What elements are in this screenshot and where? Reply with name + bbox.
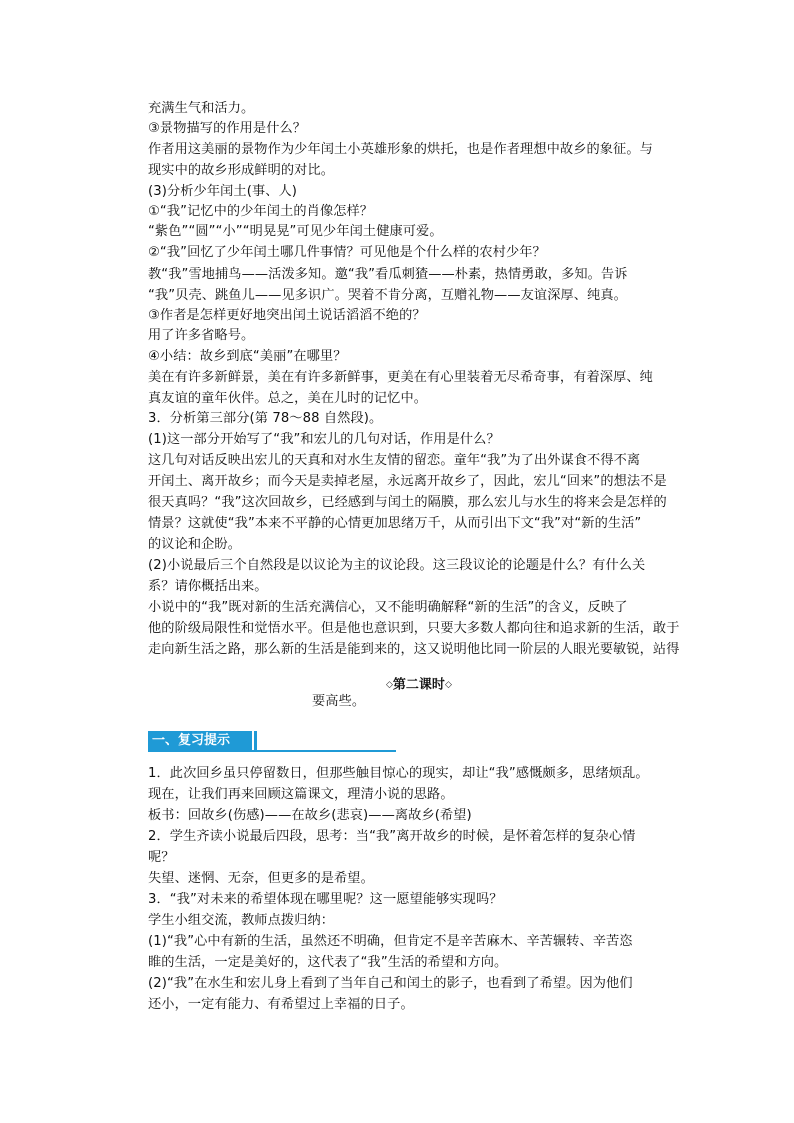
text-line: 作者用这美丽的景物作为少年闰土小英雄形象的烘托，也是作者理想中故乡的象征。与 [148,142,653,157]
text-line: 充满生气和活力。 [148,101,255,116]
text-line: 用了许多省略号。 [148,328,255,343]
lesson-title-text: 第二课时 [392,677,445,693]
text-line: 睢的生活，一定是美好的，这代表了“我”生活的希望和方向。 [148,955,508,970]
text-line: 系？请你概括出来。 [148,579,268,594]
text-line: 3．“我”对未来的希望体现在哪里呢？这一愿望能够实现吗？ [148,892,503,907]
text-line: 要高些。 [312,694,366,709]
text-line: 还小，一定有能力、有希望过上幸福的日子。 [148,997,414,1012]
text-line: (1)“我”心中有新的生活，虽然还不明确，但肯定不是辛苦麻木、辛苦辗转、辛苦恣 [148,934,633,949]
text-line: 现在，让我们再来回顾这篇课文，理清小说的思路。 [148,787,454,802]
text-line: (3)分析少年闰土(事、人) [148,184,298,199]
text-line: “我”贝壳、跳鱼儿——见多识广。哭着不肯分离，互赠礼物——友谊深厚、纯真。 [148,288,627,303]
text-line: 呢？ [148,850,175,865]
lesson-title [386,676,452,695]
text-line: ③作者是怎样更好地突出闰土说话滔滔不绝的？ [148,308,426,323]
text-line: 板书：回故乡(伤感)——在故乡(悲哀)——离故乡(希望) [148,808,472,823]
text-line: 美在有许多新鲜景，美在有许多新鲜事，更美在有心里装着无尽希奇事，有着深厚、纯 [148,370,653,385]
heading-bar-accent [254,731,257,750]
text-line: ③景物描写的作用是什么？ [148,121,307,136]
text-line: 1．此次回乡虽只停留数日，但那些触目惊心的现实，却让“我”感慨颇多，思绪烦乱。 [148,766,649,781]
heading-underline [148,750,396,752]
text-line: 现实中的故乡形成鲜明的对比。 [148,163,335,178]
text-line: (2)小说最后三个自然段是以议论为主的议论段。这三段议论的论题是什么？有什么关 [148,558,646,573]
text-line: ①“我”记忆中的少年闰土的肖像怎样？ [148,204,374,219]
text-line: 的议论和企盼。 [148,537,242,552]
text-line: (2)“我”在水生和宏儿身上看到了当年自己和闰土的影子，也看到了希望。因为他们 [148,976,633,991]
text-line: 2．学生齐读小说最后四段，思考：当“我”离开故乡的时候，是怀着怎样的复杂心情 [148,829,636,844]
text-line: ④小结：故乡到底“美丽”在哪里？ [148,349,347,364]
text-line: 失望、迷惘、无奈，但更多的是希望。 [148,871,374,886]
text-line: 情景？这就使“我”本来不平静的心情更加思绪万千，从而引出下文“我”对“新的生活” [148,516,642,531]
text-line: 真友谊的童年伙伴。总之，美在儿时的记忆中。 [148,391,428,406]
ornament-icon: ◇ [386,680,393,690]
text-line: 他的阶级局限性和觉悟水平。但是他也意识到，只要大多数人都向往和追求新的生活，敢于 [148,621,680,636]
text-line: 这几句对话反映出宏儿的天真和对水生友情的留恋。童年“我”为了出外谋食不得不离 [148,453,641,468]
text-line: 教“我”雪地捕鸟——活泼多知。邀“我”看瓜刺猹——朴素，热情勇敢，多知。告诉 [148,267,628,282]
text-line: 学生小组交流，教师点拨归纳： [148,913,335,928]
text-line: (1)这一部分开始写了“我”和宏儿的几句对话，作用是什么？ [148,432,500,447]
ornament-icon: ◇ [444,680,452,690]
text-line: 开闰土、离开故乡；而今天是卖掉老屋，永远离开故乡了，因此，宏儿“回来”的想法不是 [148,474,667,489]
section-heading: 一、复习提示 [148,731,252,750]
text-line: “紫色”“圆”“小”“明晃晃”可见少年闰土健康可爱。 [148,224,443,239]
text-line: 很天真吗？“我”这次回故乡，已经感到与闰土的隔膜，那么宏儿与水生的将来会是怎样的 [148,495,667,510]
section-heading-bar [148,731,396,752]
text-line: 3．分析第三部分(第 78～88 自然段)。 [148,411,383,426]
text-line: 小说中的“我”既对新的生活充满信心，又不能明确解释“新的生活”的含义，反映了 [148,600,628,615]
text-line: ②“我”回忆了少年闰土哪几件事情？可见他是个什么样的农村少年？ [148,245,546,260]
text-line: 走向新生活之路，那么新的生活是能到来的，这又说明他比同一阶层的人眼光要敏锐，站得 [148,642,680,657]
